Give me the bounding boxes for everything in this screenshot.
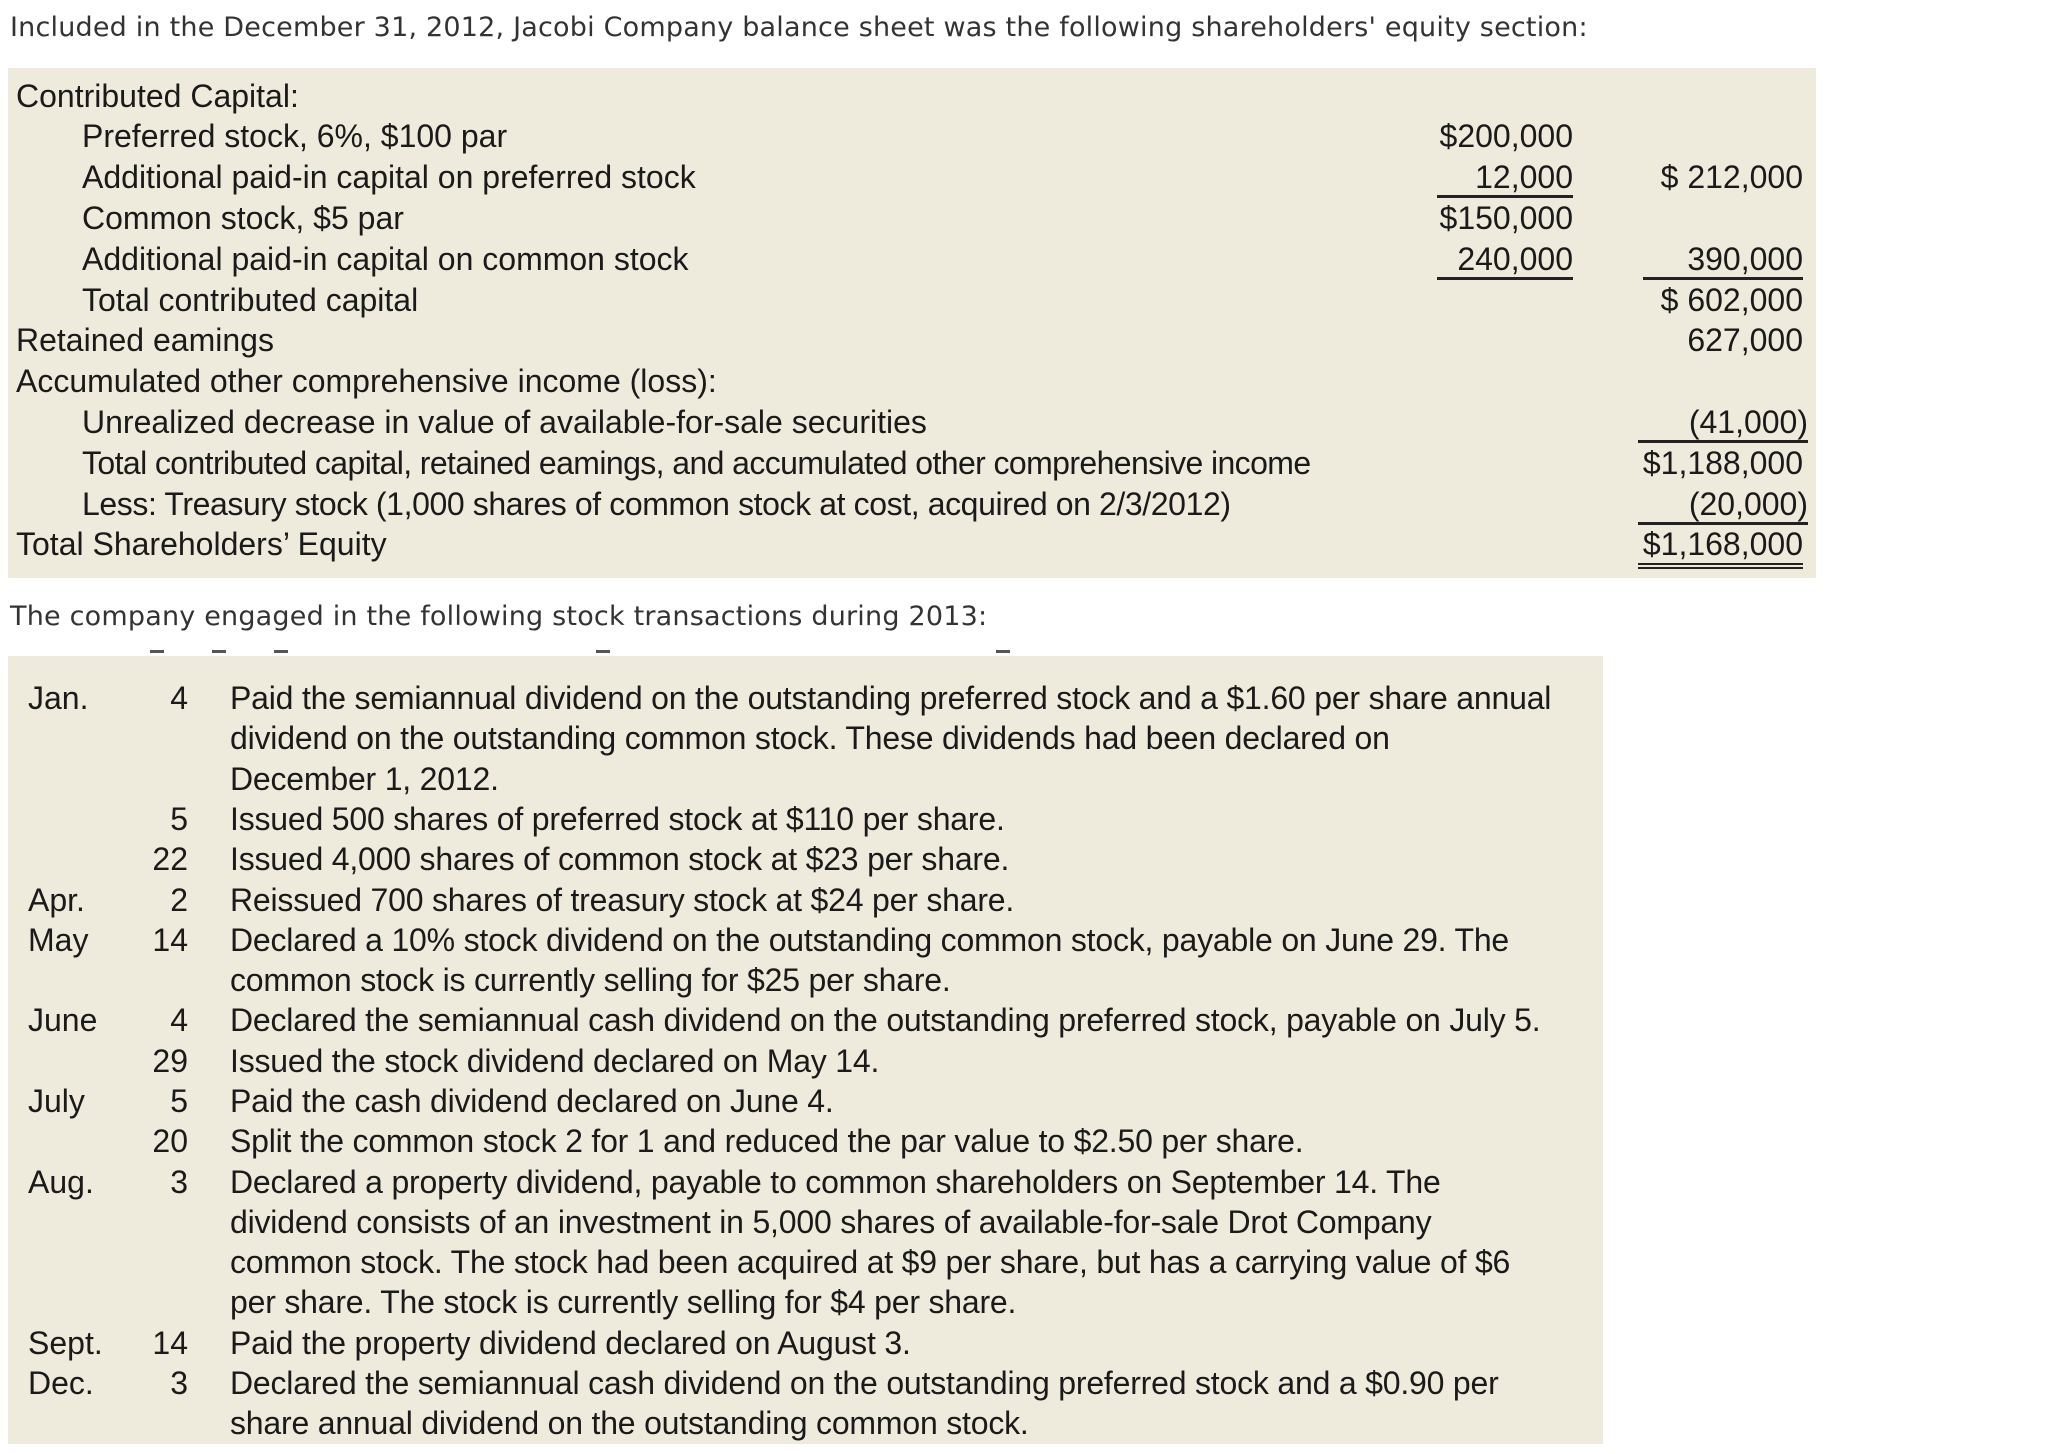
transaction-row — [8, 1000, 1603, 1040]
transaction-description — [230, 880, 1610, 920]
transaction-description-line: December 1, 2012. — [230, 760, 499, 797]
transaction-day: 14 — [152, 1324, 188, 1361]
unrealized-amount: (41,000) — [1638, 406, 1808, 443]
transaction-day: 20 — [152, 1123, 188, 1160]
transaction-description-line: Paid the semiannual dividend on the outstanding preferred stock and a $1.60 per share annual — [230, 680, 1552, 716]
transaction-month: May — [28, 921, 89, 958]
equity-section — [8, 68, 1816, 578]
transaction-description-line: Issued 4,000 shares of common stock at $23 per share. — [230, 841, 1010, 878]
transaction-day: 3 — [170, 1163, 188, 1200]
transaction-description-line: Declared a 10% stock dividend on the outstanding common stock, payable on June 29. The — [230, 921, 1510, 958]
clipped-mark — [150, 650, 164, 653]
preferred-total-amount: $ 212,000 — [1660, 159, 1803, 195]
contributed-capital-heading: Contributed Capital: — [16, 78, 299, 114]
transactions-intro: The company engaged in the following stock transactions during 2013: — [10, 601, 988, 632]
transaction-description — [230, 1041, 1610, 1081]
transaction-description-line: common stock is currently selling for $25 per share. — [230, 962, 951, 999]
clipped-mark — [596, 650, 610, 653]
common-stock-label: Common stock, $5 par — [82, 200, 404, 236]
transaction-description — [230, 1323, 1610, 1363]
treasury-label: Less: Treasury stock (1,000 shares of common stock at cost, acquired on 2/3/2012) — [82, 486, 1231, 522]
transaction-month: June — [28, 1002, 98, 1039]
apic-preferred-label: Additional paid-in capital on preferred stock — [82, 159, 696, 195]
transaction-description-line: per share. The stock is currently selling for $4 per share. — [230, 1284, 1017, 1321]
clipped-mark — [996, 650, 1010, 653]
transaction-row — [8, 1041, 1603, 1081]
aoci-heading: Accumulated other comprehensive income (loss): — [16, 363, 717, 399]
transaction-month: Apr. — [28, 881, 85, 918]
transaction-description — [230, 1162, 1610, 1323]
transaction-day: 29 — [152, 1042, 188, 1079]
retained-earnings-amount: 627,000 — [1687, 322, 1803, 358]
transaction-month: Dec. — [28, 1365, 94, 1402]
transaction-description — [230, 1081, 1610, 1121]
transaction-day: 5 — [170, 1083, 188, 1119]
transaction-description — [230, 799, 1610, 839]
transaction-day: 4 — [170, 680, 188, 716]
transaction-row — [8, 1363, 1603, 1444]
transaction-day: 22 — [152, 841, 188, 878]
transaction-day: 2 — [170, 881, 188, 918]
transaction-row — [8, 799, 1603, 839]
transaction-row — [8, 678, 1603, 799]
clipped-mark — [212, 650, 226, 653]
transaction-description — [230, 1363, 1610, 1444]
transaction-description-line: share annual dividend on the outstanding common stock. — [230, 1405, 1029, 1442]
transactions-section — [8, 656, 1603, 1444]
total-equity-amount: $1,168,000 — [1638, 528, 1803, 569]
transaction-row — [8, 1081, 1603, 1121]
total-equity-label: Total Shareholders’ Equity — [16, 526, 387, 562]
apic-common-amount: 240,000 — [1437, 243, 1573, 280]
transaction-day: 4 — [170, 1002, 188, 1039]
transaction-description-line: Split the common stock 2 for 1 and reduced the par value to $2.50 per share. — [230, 1123, 1304, 1160]
transaction-description-line: Issued 500 shares of preferred stock at $110 per share. — [230, 800, 1005, 837]
transaction-row — [8, 839, 1603, 879]
transaction-description-line: Declared the semiannual cash dividend on the outstanding preferred stock and a $0.90 per — [230, 1365, 1499, 1402]
unrealized-label: Unrealized decrease in value of available-for-sale securities — [82, 404, 927, 440]
treasury-amount: (20,000) — [1638, 488, 1808, 525]
transaction-month: Jan. — [28, 680, 89, 716]
common-total-amount: 390,000 — [1643, 243, 1803, 280]
preferred-stock-label: Preferred stock, 6%, $100 par — [82, 118, 508, 154]
transaction-day: 14 — [152, 921, 188, 958]
total-contributed-amount: $ 602,000 — [1660, 282, 1803, 318]
transaction-description-line: Paid the cash dividend declared on June 4. — [230, 1083, 834, 1119]
transaction-row — [8, 1121, 1603, 1161]
transaction-month: July — [28, 1083, 85, 1119]
preferred-stock-amount: $200,000 — [1439, 118, 1573, 154]
transaction-description-line: Declared the semiannual cash dividend on the outstanding preferred stock, payable on July 5. — [230, 1002, 1541, 1039]
transaction-description-line: Declared a property dividend, payable to common shareholders on September 14. The — [230, 1163, 1441, 1200]
transaction-description — [230, 678, 1610, 799]
total-contributed-label: Total contributed capital — [82, 282, 419, 318]
clipped-mark — [274, 650, 288, 653]
transaction-month: Aug. — [28, 1163, 94, 1200]
transaction-description — [230, 839, 1610, 879]
transaction-row — [8, 920, 1603, 1001]
transaction-description-line: dividend on the outstanding common stock. These dividends had been declared on — [230, 720, 1390, 757]
apic-common-label: Additional paid-in capital on common stock — [82, 241, 689, 277]
transaction-day: 5 — [170, 800, 188, 837]
retained-earnings-label: Retained eamings — [16, 322, 274, 358]
transaction-description-line: Issued the stock dividend declared on May 14. — [230, 1042, 880, 1079]
transaction-description — [230, 1000, 1610, 1040]
common-stock-amount: $150,000 — [1439, 200, 1573, 236]
intro-text: Included in the December 31, 2012, Jacobi Company balance sheet was the following shareholders' equity section: — [10, 12, 1588, 43]
total-cc-re-aoci-label: Total contributed capital, retained eamings, and accumulated other comprehensive income — [82, 445, 1311, 481]
transaction-description — [230, 1121, 1610, 1161]
transaction-description-line: Paid the property dividend declared on August 3. — [230, 1324, 911, 1361]
transaction-description-line: Reissued 700 shares of treasury stock at $24 per share. — [230, 881, 1015, 918]
transaction-month: Sept. — [28, 1324, 103, 1361]
apic-preferred-amount: 12,000 — [1437, 161, 1573, 198]
transaction-description-line: common stock. The stock had been acquired at $9 per share, but has a carrying value of $6 — [230, 1244, 1511, 1281]
transaction-row — [8, 880, 1603, 920]
transaction-description — [230, 920, 1610, 1001]
transaction-row — [8, 1162, 1603, 1323]
total-cc-re-aoci-amount: $1,188,000 — [1642, 445, 1803, 481]
transaction-description-line: dividend consists of an investment in 5,000 shares of available-for-sale Drot Company — [230, 1203, 1432, 1240]
transaction-day: 3 — [170, 1365, 188, 1402]
transaction-row — [8, 1323, 1603, 1363]
